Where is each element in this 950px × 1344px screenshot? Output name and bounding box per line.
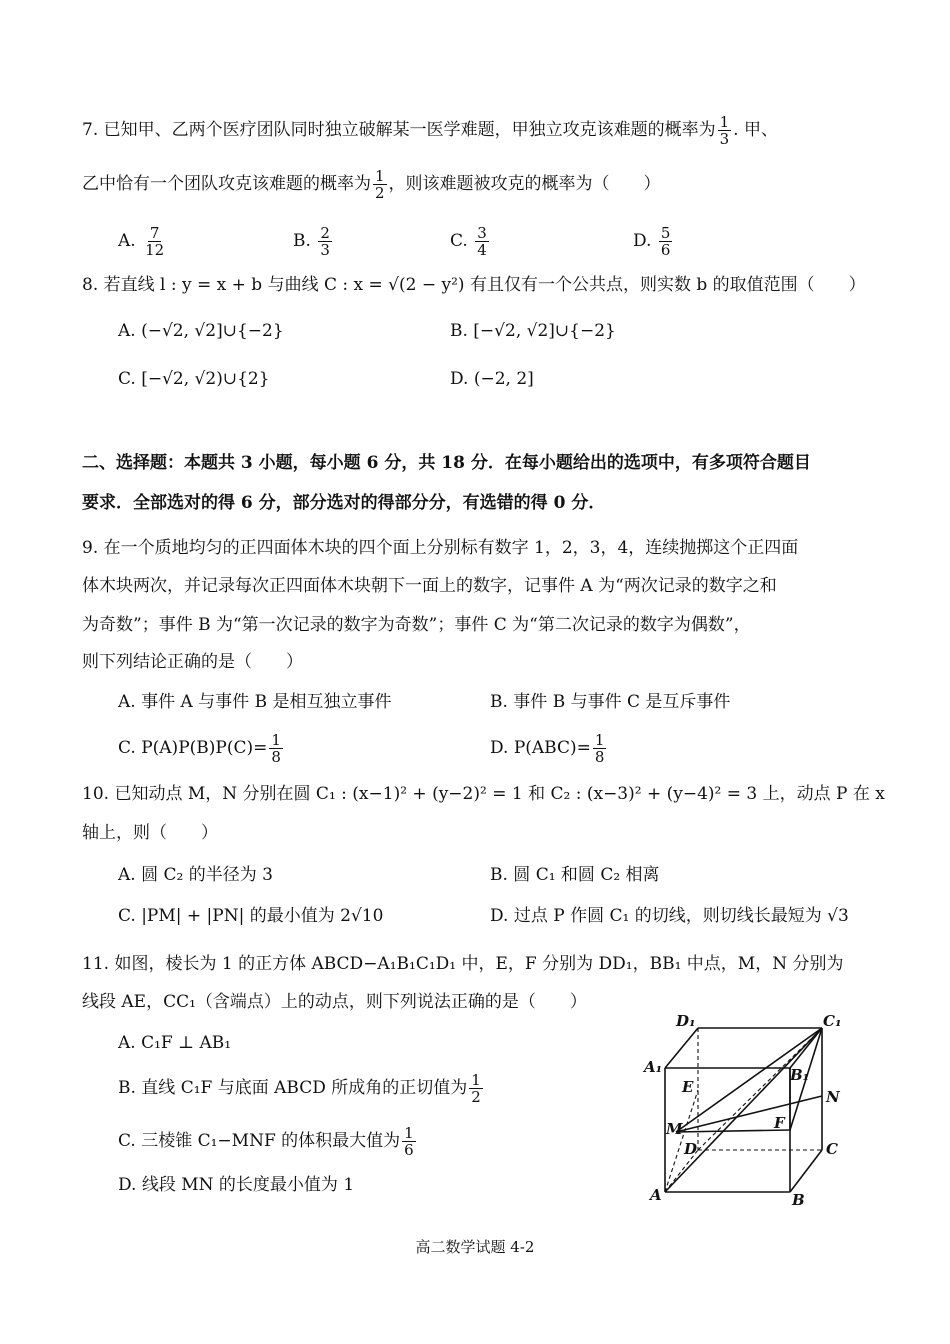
label-d: D bbox=[684, 1140, 698, 1158]
label-c: C bbox=[826, 1140, 838, 1158]
q11-line2: 线段 AE，CC₁（含端点）上的动点，则下列说法正确的是（ ） bbox=[82, 992, 587, 1012]
q8-option-d: D. (−2, 2] bbox=[450, 369, 534, 389]
q9-option-d: D. P(ABC)= $\frac{1}{8}$ bbox=[490, 731, 605, 766]
q7-option-b: B. $\frac{2}{3}$ bbox=[293, 224, 330, 259]
q11-option-c: C. 三棱锥 C₁−MNF 的体积最大值为 $\frac{1}{6}$ bbox=[118, 1124, 414, 1159]
q8-option-a: A. (−√2, √2]∪{−2} bbox=[118, 321, 284, 341]
label-b1: B₁ bbox=[790, 1066, 810, 1084]
q9-option-b: B. 事件 B 与事件 C 是互斥事件 bbox=[490, 692, 731, 712]
q10-option-d: D. 过点 P 作圆 C₁ 的切线，则切线长最短为 √3 bbox=[490, 906, 849, 926]
label-d1: D₁ bbox=[676, 1012, 696, 1030]
q11-line1: 11. 如图，棱长为 1 的正方体 ABCD−A₁B₁C₁D₁ 中，E，F 分别为 DD₁，BB₁ 中点，M，N 分别为 bbox=[82, 954, 844, 974]
q7-line1-tail: . 甲、 bbox=[733, 120, 778, 140]
q10-option-a: A. 圆 C₂ 的半径为 3 bbox=[118, 865, 273, 885]
section2-line1: 二、选择题：本题共 3 小题，每小题 6 分，共 18 分．在每小题给出的选项中，有多项符合题目 bbox=[82, 453, 811, 473]
label-c1: C₁ bbox=[823, 1012, 842, 1030]
label-n: N bbox=[826, 1088, 840, 1106]
q7-line1-text: 7. 已知甲、乙两个医疗团队同时独立破解某一医学难题，甲独立攻克该难题的概率为 bbox=[82, 120, 716, 140]
q11-option-d: D. 线段 MN 的长度最小值为 1 bbox=[118, 1175, 355, 1195]
label-e: E bbox=[682, 1078, 694, 1096]
q7-frac1: $\frac{1}{3}$ bbox=[719, 113, 730, 148]
label-a1: A₁ bbox=[644, 1058, 663, 1076]
q9-option-a: A. 事件 A 与事件 B 是相互独立事件 bbox=[118, 692, 392, 712]
q7-option-d: D. $\frac{5}{6}$ bbox=[633, 224, 671, 259]
q8-option-b: B. [−√2, √2]∪{−2} bbox=[450, 321, 616, 341]
seg-m-f bbox=[676, 1130, 790, 1132]
page-footer: 高二数学试题 4-2 bbox=[415, 1238, 535, 1256]
q10-option-b: B. 圆 C₁ 和圆 C₂ 相离 bbox=[490, 865, 660, 885]
q7-option-a: A. $\frac{7}{12}$ bbox=[118, 224, 165, 259]
q7-frac2: $\frac{1}{2}$ bbox=[375, 167, 385, 202]
q9-line1: 9. 在一个质地均匀的正四面体木块的四个面上分别标有数字 1，2，3，4，连续抛掷这个正四面 bbox=[82, 538, 799, 558]
q10-line2: 轴上，则（ ） bbox=[82, 823, 218, 843]
label-f: F bbox=[774, 1114, 785, 1132]
q10-option-c: C. |PM| + |PN| 的最小值为 2√10 bbox=[118, 906, 384, 926]
q9-line3: 为奇数”；事件 B 为“第一次记录的数字为奇数”；事件 C 为“第二次记录的数字为偶数”， bbox=[82, 615, 751, 635]
q11-option-b: B. 直线 C₁F 与底面 ABCD 所成角的正切值为 $\frac{1}{2}$ bbox=[118, 1071, 481, 1106]
q7-line1 bbox=[82, 114, 778, 147]
q7-line2: 乙中恰有一个团队攻克该难题的概率为 $\frac{1}{2}$ ，则该难题被攻克的概率为（ ） bbox=[82, 167, 661, 202]
q11-option-a: A. C₁F ⊥ AB₁ bbox=[118, 1033, 232, 1053]
q8-option-c: C. [−√2, √2)∪{2} bbox=[118, 369, 270, 389]
label-b: B bbox=[792, 1191, 805, 1209]
q7-option-c: C. $\frac{3}{4}$ bbox=[450, 224, 487, 259]
edge-a1-d1 bbox=[665, 1028, 698, 1068]
label-m: M bbox=[666, 1120, 683, 1138]
q8-stem: 8. 若直线 l : y = x + b 与曲线 C : x = √(2 − y²) 有且仅有一个公共点，则实数 b 的取值范围（ ） bbox=[82, 275, 866, 295]
q9-line4: 则下列结论正确的是（ ） bbox=[82, 652, 303, 672]
q10-line1: 10. 已知动点 M，N 分别在圆 C₁ : (x−1)² + (y−2)² = 1 和 C₂ : (x−3)² + (y−4)² = 3 上，动点 P 在 x bbox=[82, 784, 885, 804]
cube-figure bbox=[640, 1010, 850, 1210]
label-a: A bbox=[650, 1186, 662, 1204]
q9-option-c: C. P(A)P(B)P(C)= $\frac{1}{8}$ bbox=[118, 731, 281, 766]
section2-line2: 要求．全部选对的得 6 分，部分选对的得部分分，有选错的得 0 分． bbox=[82, 493, 606, 513]
q9-line2: 体木块两次，并记录每次正四面体木块朝下一面上的数字，记事件 A 为“两次记录的数字之和 bbox=[82, 576, 777, 596]
seg-a-c1 bbox=[665, 1028, 822, 1192]
edge-b-c bbox=[790, 1150, 822, 1192]
